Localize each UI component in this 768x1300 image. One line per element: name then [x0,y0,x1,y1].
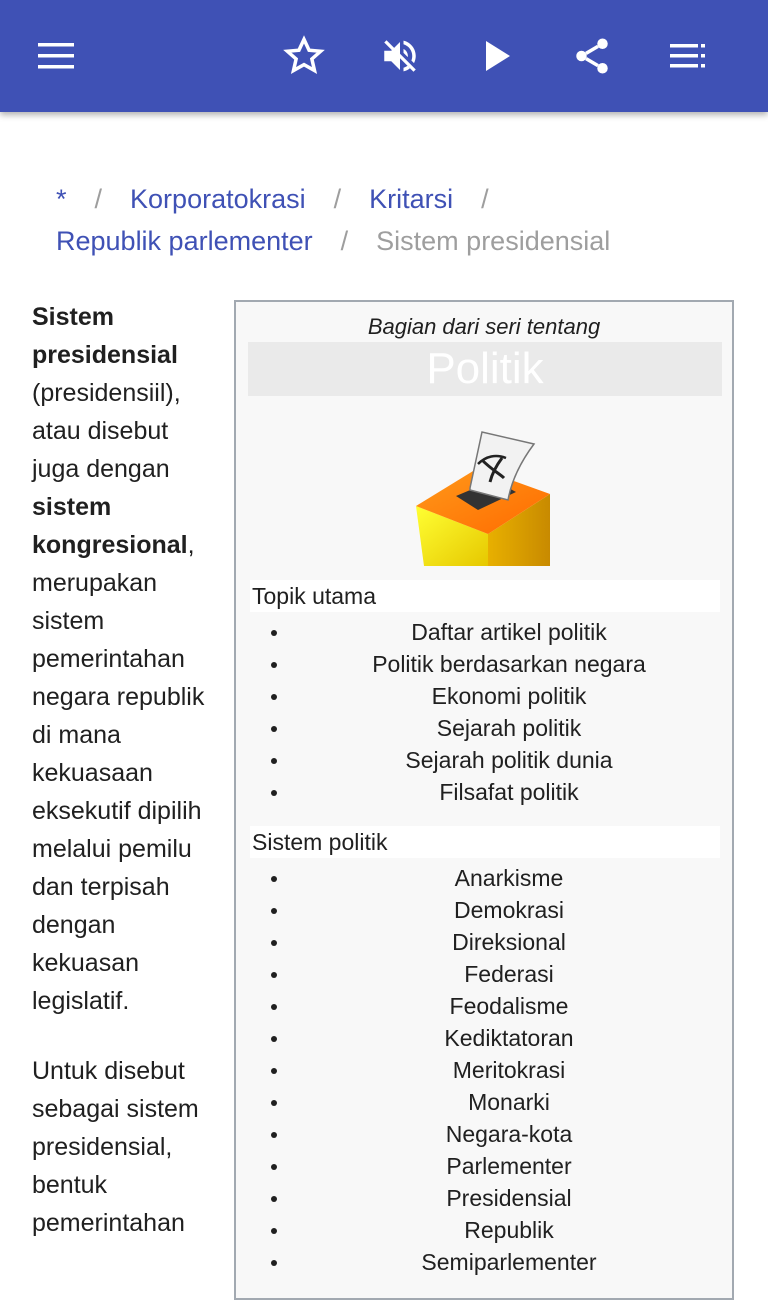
list-icon [668,42,708,70]
infobox-list-item[interactable] [236,744,732,776]
infobox-list-item[interactable] [236,1246,732,1278]
bookmark-button[interactable] [276,28,332,84]
infobox-list-item[interactable] [236,1214,732,1246]
infobox-list-item[interactable] [236,990,732,1022]
infobox-caption: Bagian dari seri tentang [367,314,601,339]
article-body [32,298,218,1274]
infobox-link[interactable]: Semiparlementer [421,1249,597,1275]
infobox-link[interactable]: Demokrasi [454,897,564,923]
infobox-link[interactable]: Feodalisme [449,993,569,1019]
infobox-link[interactable]: Sejarah politik [436,715,582,741]
infobox-link[interactable]: Negara-kota [445,1121,573,1147]
article-text: (presidensiil), atau disebut juga dengan [32,379,181,483]
infobox-section-heading: Sistem politik [250,826,720,858]
infobox-list-item[interactable] [236,926,732,958]
infobox-list-item[interactable] [236,958,732,990]
infobox-link[interactable]: Federasi [464,961,554,987]
breadcrumb-separator: / [340,226,349,256]
toc-button[interactable] [660,28,716,84]
infobox-list-item[interactable] [236,680,732,712]
hamburger-menu-icon [36,42,76,70]
breadcrumb-item-republik-parlementer[interactable]: Republik parlementer [56,226,313,256]
play-icon [482,39,514,73]
mute-button[interactable] [372,28,428,84]
infobox-list-political-systems [236,862,732,1278]
infobox-link[interactable]: Republik [464,1217,554,1243]
infobox-link[interactable]: Presidensial [446,1185,572,1211]
infobox-section-heading: Topik utama [250,580,720,612]
infobox-link[interactable]: Politik berdasarkan negara [372,651,646,677]
infobox-link[interactable]: Sejarah politik dunia [405,747,613,773]
star-outline-icon [283,35,325,77]
infobox-link[interactable]: Kediktatoran [444,1025,574,1051]
infobox-list-item[interactable] [236,862,732,894]
article-text: , merupakan sistem pemerintahan negara republik di mana kekuasaan eksekutif dipilih melalui pemilu dan terpisah dengan kekuasan legislatif. [32,531,205,1015]
infobox-list-item[interactable] [236,1022,732,1054]
infobox [234,300,734,1300]
breadcrumb [56,178,736,262]
infobox-link[interactable]: Daftar artikel politik [411,619,607,645]
infobox-link[interactable]: Meritokrasi [452,1057,566,1083]
infobox-list-item[interactable] [236,1054,732,1086]
infobox-list-item[interactable] [236,776,732,808]
breadcrumb-item-korporatokrasi[interactable]: Korporatokrasi [130,184,306,214]
infobox-list-item[interactable] [236,616,732,648]
infobox-list-item[interactable] [236,1086,732,1118]
infobox-list-item[interactable] [236,712,732,744]
volume-off-icon [379,35,421,77]
article-paragraph [32,1052,218,1242]
infobox-title[interactable]: Politik [248,342,722,396]
infobox-link[interactable]: Ekonomi politik [431,683,587,709]
infobox-link[interactable]: Anarkisme [454,865,564,891]
article-term: Sistem presidensial [32,303,178,369]
article-paragraph [32,298,218,1020]
play-button[interactable] [470,28,526,84]
infobox-link[interactable]: Direksional [452,929,566,955]
infobox-link[interactable]: Parlementer [446,1153,572,1179]
share-button[interactable] [564,28,620,84]
infobox-list-item[interactable] [236,894,732,926]
infobox-list-main-topics [236,616,732,808]
article-text: Untuk disebut sebagai sistem presidensial, bentuk pemerintahan [32,1057,199,1237]
breadcrumb-item-root[interactable]: * [56,184,67,214]
ballot-box-icon [412,430,552,573]
menu-button[interactable] [28,28,84,84]
breadcrumb-separator: / [481,184,489,214]
breadcrumb-current: Sistem presidensial [376,226,611,256]
breadcrumb-separator: / [333,184,342,214]
infobox-list-item[interactable] [236,1182,732,1214]
infobox-link[interactable]: Filsafat politik [439,779,579,805]
app-toolbar [0,0,768,112]
infobox-link[interactable]: Monarki [468,1089,550,1115]
breadcrumb-item-kritarsi[interactable]: Kritarsi [369,184,454,214]
infobox-list-item[interactable] [236,648,732,680]
share-icon [571,35,613,77]
breadcrumb-separator: / [94,184,103,214]
infobox-list-item[interactable] [236,1118,732,1150]
article-term: sistem kongresional [32,493,188,559]
infobox-list-item[interactable] [236,1150,732,1182]
